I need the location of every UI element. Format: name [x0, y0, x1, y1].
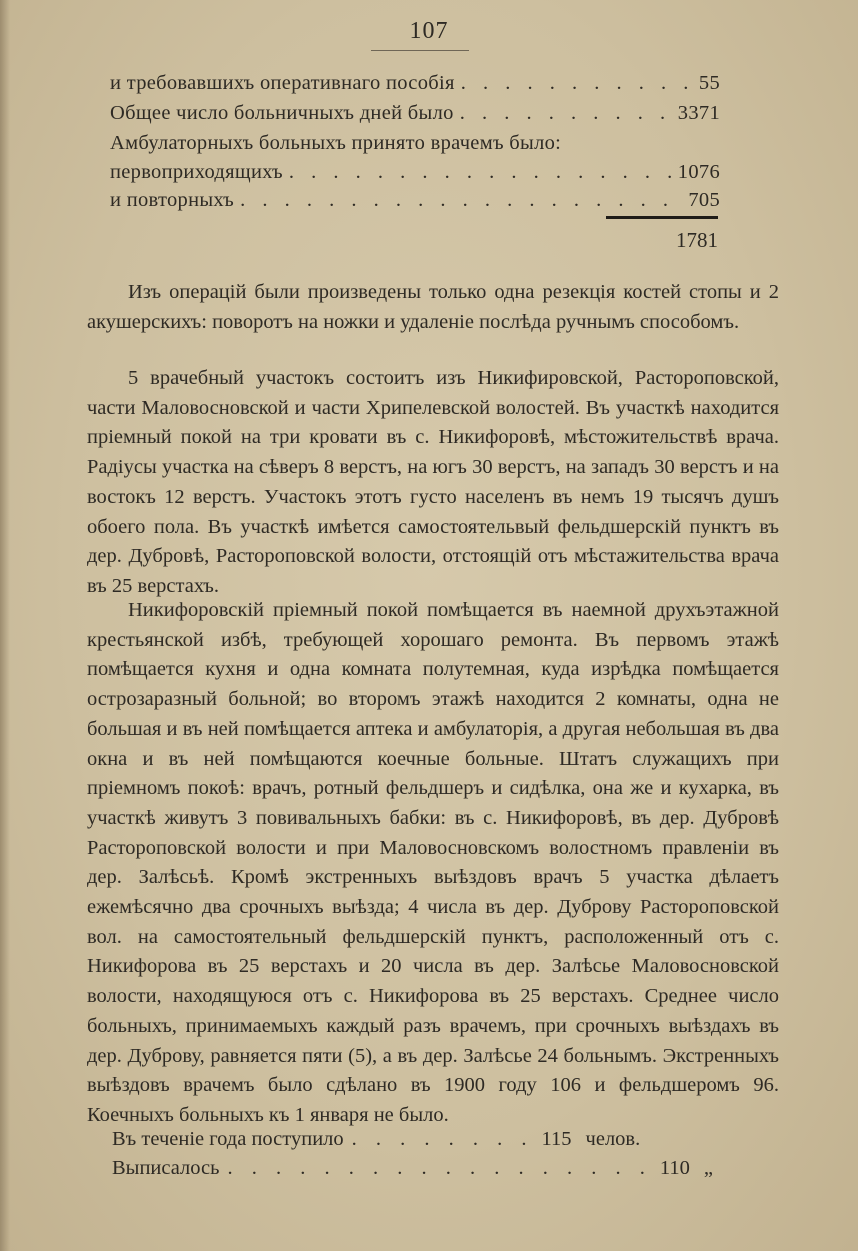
sum-rule: [606, 216, 718, 219]
dot-leader: [240, 189, 682, 212]
stat-row-hospital-days: [110, 102, 720, 132]
stat-label: Амбулаторныхъ больныхъ принято врачемъ было:: [110, 132, 562, 154]
stat-row-repeat-visits: [110, 189, 720, 219]
paragraph-district-5: 5 врачебный участокъ состоитъ изъ Никифировской, Растороповской, части Маловосновской и части Хрипелевской волостей. Въ участкѣ находится пріемный покой на три кровати въ с. Никифоровѣ, мѣстожительствѣ врача. Радіусы участка на сѣверъ 8 верстъ, на югъ 30 верстъ, на западъ 30 верстъ и на востокъ 12 верстъ. Участокъ этотъ густо населенъ въ немъ 19 тысячъ душъ обоего пола. Въ участкѣ имѣется самостоятельвый фельдшерскій пунктъ въ дер. Дубровѣ, Растороповской волости, отстоящій отъ мѣстажительства врача въ 25 верстахъ.: [87, 367, 779, 597]
stat-label: и повторныхъ: [110, 189, 235, 211]
footer-row-discharged: [112, 1157, 713, 1187]
stat-label: Общее число больничныхъ дней было: [110, 102, 454, 124]
dot-leader: [461, 72, 693, 95]
stat-row-operative: [110, 72, 720, 102]
dot-leader: [289, 161, 672, 184]
paragraph-nikiforovsky-station: Никифоровскій пріемный покой помѣщается въ наемной друхъэтажной крестьянской избѣ, требующей хорошаго ремонта. Въ первомъ этажѣ помѣщается кухня и одна комната полутемная, куда изрѣдка помѣщается острозаразный больной; во второмъ этажѣ находится 2 комнаты, одна не большая и въ ней помѣщается аптека и амбулаторія, а другая небольшая въ два окна и въ ней помѣщаются коечные больные. Штатъ служащихъ при пріемномъ покоѣ: врачъ, ротный фельдшеръ и сидѣлка, она же и кухарка, въ участкѣ живутъ 3 повивальныхъ бабки: въ с. Никифоровѣ, въ дер. Дубровѣ Растороповской волости и при Маловосновскомъ волостномъ правленіи въ дер. Залѣсьѣ. Кромѣ экстренныхъ выѣздовъ врачъ 5 участка дѣлаетъ ежемѣсячно два срочныхъ выѣзда; 4 числа въ дер. Дуброву Растороповской вол. на самостоятельный фельдшерскій пунктъ, расположенный отъ с. Никифорова въ 25 верстахъ и 20 числа въ дер. Залѣсье Маловосновской волости, находящуюся отъ с. Никифорова въ 25 верстахъ. Среднее число больныхъ, принимаемыхъ каждый разъ врачемъ, при срочныхъ выѣздахъ въ дер. Дуброву, равняется пяти (5), а въ дер. Залѣсье 24 больнымъ. Экстренныхъ выѣздовъ врачемъ было сдѣлано въ 1900 году 106 и фельдшеромъ 96. Коечныхъ больныхъ къ 1 января не было.: [87, 599, 779, 1126]
footer-row-admitted: [112, 1128, 640, 1158]
paragraph-operations: Изъ операцій были произведены только одна резекція костей стопы и 2 акушерскихъ: поворотъ на ножки и удаленіе послѣда ручнымъ способомъ.: [87, 281, 779, 333]
sum-total: 1781: [676, 228, 718, 252]
footer-unit: „: [703, 1157, 713, 1179]
page-number: 107: [409, 18, 449, 44]
dot-leader: . . . . . . . . . . . . . . . . . .: [227, 1157, 652, 1179]
stat-label: первоприходящихъ: [110, 161, 283, 183]
footer-label: Въ теченіе года поступило: [112, 1128, 344, 1150]
stat-value: 55: [698, 72, 720, 94]
stat-value: 705: [688, 189, 720, 211]
dot-leader: [460, 102, 672, 125]
footer-unit: челов.: [585, 1128, 641, 1150]
stat-value: 1076: [677, 161, 720, 183]
page-edge-shadow: [0, 0, 10, 1251]
dot-leader: . . . . . . . .: [351, 1128, 534, 1150]
stat-label: и требовавшихъ оперативнаго пособія: [110, 72, 455, 94]
stat-row-first-visits: [110, 161, 720, 191]
stat-value: 3371: [677, 102, 720, 124]
page-number-rule: [371, 50, 469, 51]
footer-value: 110: [659, 1157, 690, 1179]
footer-value: 115: [541, 1128, 572, 1150]
stat-row-outpatient-heading: [110, 132, 720, 162]
footer-label: Выписалось: [112, 1157, 220, 1179]
